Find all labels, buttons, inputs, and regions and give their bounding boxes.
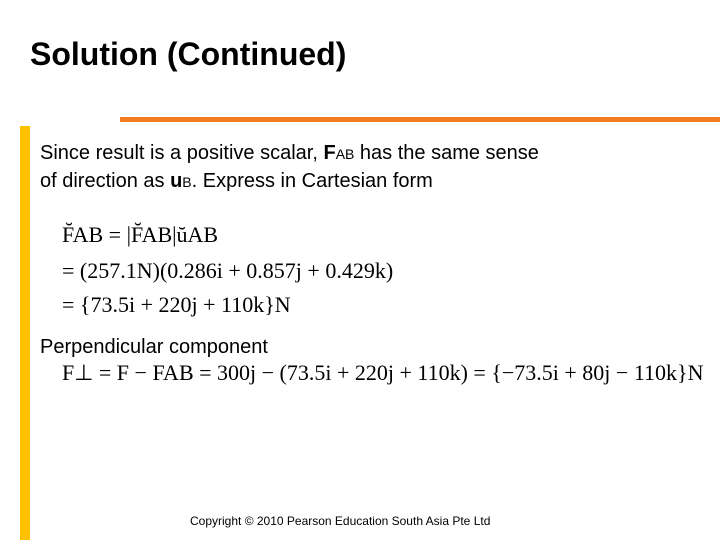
line2-sub-b: B [182,174,192,190]
equation-4: F⊥ = F − FAB = 300j − (73.5i + 220j + 110k) = {−73.5i + 80j − 110k}N [62,360,704,385]
body-line-1 [40,140,539,167]
body-line-2 [40,168,433,195]
line2-bold-u: u [170,170,183,192]
slide-title: Solution (Continued) [30,36,347,72]
copyright: Copyright © 2010 Pearson Education South Asia Pte Ltd [190,514,491,528]
line2-text-a: of direction as [40,170,171,192]
equation-3: = {73.5i + 220j + 110k}N [62,292,291,317]
line1-text-a: Since result is a positive scalar, [40,142,324,164]
accent-bar [20,126,30,540]
line1-bold-f: F [323,142,336,164]
line2-text-d: . Express in Cartesian form [191,170,433,192]
perpendicular-label: Perpendicular component [40,336,268,358]
line1-sub-ab: AB [335,146,355,162]
accent-line [120,117,720,122]
equation-2: = (257.1N)(0.286i + 0.857j + 0.429k) [62,258,394,283]
line1-text-d: has the same sense [354,142,539,164]
equation-1: F̆AB = |F̆AB|ŭAB [62,222,219,247]
